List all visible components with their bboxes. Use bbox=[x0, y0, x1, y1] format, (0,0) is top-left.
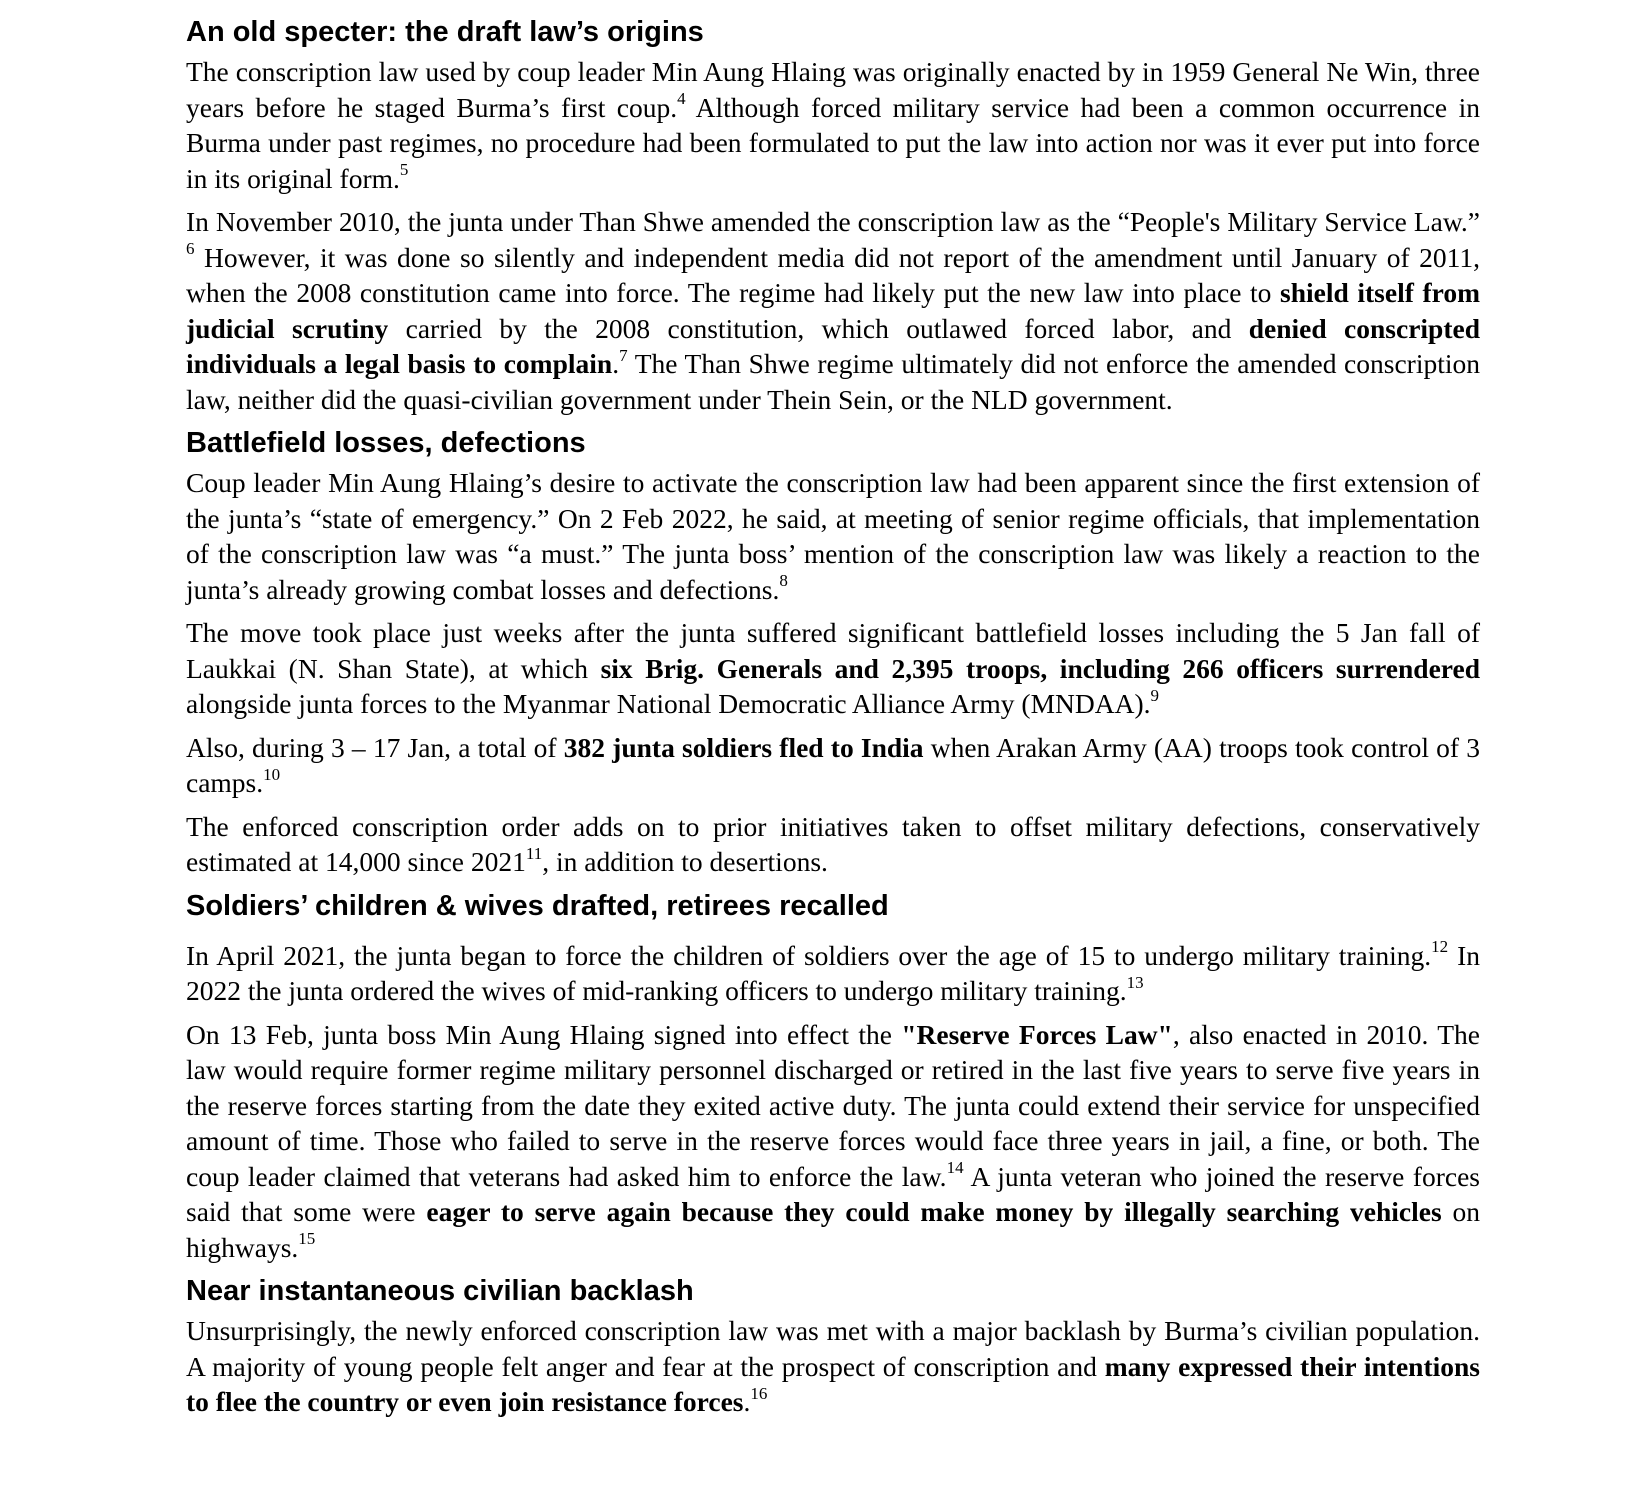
text-run: In November 2010, the junta under Than Shwe amended the conscription law as the “People's Military Service Law.” bbox=[186, 206, 1480, 237]
footnote-ref: 15 bbox=[298, 1229, 316, 1249]
body-paragraph bbox=[186, 465, 1480, 607]
section-heading: Near instantaneous civilian backlash bbox=[186, 1275, 694, 1307]
emphasis-text: "Reserve Forces Law" bbox=[901, 1018, 1173, 1050]
text-run: on highways. bbox=[186, 1196, 1481, 1263]
footnote-ref: 16 bbox=[750, 1383, 768, 1403]
footnote-ref: 5 bbox=[399, 160, 409, 180]
body-paragraph bbox=[186, 1017, 1480, 1266]
footnote-ref: 8 bbox=[779, 571, 788, 591]
emphasis-text: eager to serve again because they could make money by illegally searching vehicles bbox=[426, 1196, 1442, 1227]
text-run: , also enacted in 2010. The law would require former regime military personnel discharged or retired in the last five years to serve five years in the reserve forces starting from the date they exited active duty. The junta could extend their service for unspecified amount of time. Those who failed to serve in the reserve forces would face three years in jail, a fine, or both. The coup leader claimed that veterans had asked him to enforce the law. bbox=[186, 1018, 1480, 1192]
section-heading: Battlefield losses, defections bbox=[186, 427, 586, 459]
footnote-ref: 6 bbox=[186, 239, 195, 259]
text-run: In 2022 the junta ordered the wives of mid-ranking officers to undergo military training. bbox=[186, 939, 1480, 1006]
footnote-ref: 4 bbox=[677, 89, 686, 109]
footnote-ref: 14 bbox=[946, 1158, 964, 1178]
footnote-ref: 7 bbox=[619, 345, 628, 365]
footnote-ref: 10 bbox=[263, 764, 281, 784]
body-paragraph bbox=[186, 809, 1480, 880]
body-paragraph bbox=[186, 615, 1480, 722]
footnote-ref: 13 bbox=[1126, 972, 1144, 992]
text-run: . bbox=[612, 348, 620, 379]
text-run: alongside junta forces to the Myanmar National Democratic Alliance Army (MNDAA). bbox=[186, 688, 1151, 719]
emphasis-text: many expressed their intentions to flee the country or even join resistance forces bbox=[186, 1350, 1480, 1417]
text-run: Although forced military service had been a common occurrence in Burma under past regimes, no procedure had been formulated to put the law into action nor was it ever put into force in its original form. bbox=[186, 91, 1480, 194]
footnote-ref: 11 bbox=[525, 843, 543, 863]
footnote-ref: 12 bbox=[1431, 937, 1449, 957]
section-heading: An old specter: the draft law’s origins bbox=[186, 16, 704, 48]
text-run: A junta veteran who joined the reserve forces said that some were bbox=[186, 1160, 1480, 1227]
text-run: , in addition to desertions. bbox=[542, 846, 828, 877]
text-run: Coup leader Min Aung Hlaing’s desire to activate the conscription law had been apparent since the first extension of the junta’s “state of emergency.” On 2 Feb 2022, he said, at meeting of senior regime officials, that implementation of the conscription law was “a must.” The junta boss’ mention of the conscription law was likely a reaction to the junta’s already growing combat losses and defections. bbox=[186, 467, 1480, 605]
text-run: The Than Shwe regime ultimately did not enforce the amended conscription law, neither did the quasi-civilian government under Thein Sein, or the NLD government. bbox=[186, 348, 1480, 415]
section-heading: Soldiers’ children & wives drafted, retirees recalled bbox=[186, 889, 889, 922]
body-paragraph bbox=[186, 54, 1480, 196]
text-run: However, it was done so silently and independent media did not report of the amendment until January of 2011, when the 2008 constitution came into force. The regime had likely put the new law into place to bbox=[186, 241, 1480, 308]
emphasis-text: shield itself from judicial scrutiny bbox=[186, 277, 1480, 344]
document-page bbox=[186, 14, 1480, 1428]
body-paragraph bbox=[186, 204, 1480, 417]
body-paragraph bbox=[186, 938, 1480, 1009]
emphasis-text: 382 junta soldiers fled to India bbox=[563, 731, 924, 763]
text-run: In April 2021, the junta began to force the children of soldiers over the age of 15 to undergo military training. bbox=[186, 939, 1432, 971]
text-run: when Arakan Army (AA) troops took control of 3 camps. bbox=[186, 731, 1480, 798]
text-run: The enforced conscription order adds on to prior initiatives taken to offset military defections, conservatively estimated at 14,000 since 2021 bbox=[186, 810, 1480, 877]
text-run: . bbox=[743, 1386, 751, 1417]
text-run: On 13 Feb, junta boss Min Aung Hlaing signed into effect the bbox=[186, 1018, 902, 1050]
footnote-ref: 9 bbox=[1150, 685, 1160, 705]
text-run: carried by the 2008 constitution, which outlawed forced labor, and bbox=[388, 312, 1249, 344]
text-run: Also, during 3 – 17 Jan, a total of bbox=[186, 731, 564, 763]
text-run: The conscription law used by coup leader Min Aung Hlaing was originally enacted by in 1959 General Ne Win, three years before he staged Burma’s first coup. bbox=[186, 56, 1480, 123]
text-run: The move took place just weeks after the junta suffered significant battlefield losses including the 5 Jan fall of Laukkai (N. Shan State), at which bbox=[186, 617, 1480, 684]
emphasis-text: six Brig. Generals and 2,395 troops, including 266 officers surrendered bbox=[600, 652, 1480, 684]
body-paragraph bbox=[186, 730, 1480, 801]
text-run: Unsurprisingly, the newly enforced conscription law was met with a major backlash by Burma’s civilian population. A majority of young people felt anger and fear at the prospect of conscription and bbox=[186, 1315, 1480, 1382]
emphasis-text: denied conscripted individuals a legal basis to complain bbox=[186, 312, 1480, 379]
body-paragraph bbox=[186, 1313, 1480, 1420]
